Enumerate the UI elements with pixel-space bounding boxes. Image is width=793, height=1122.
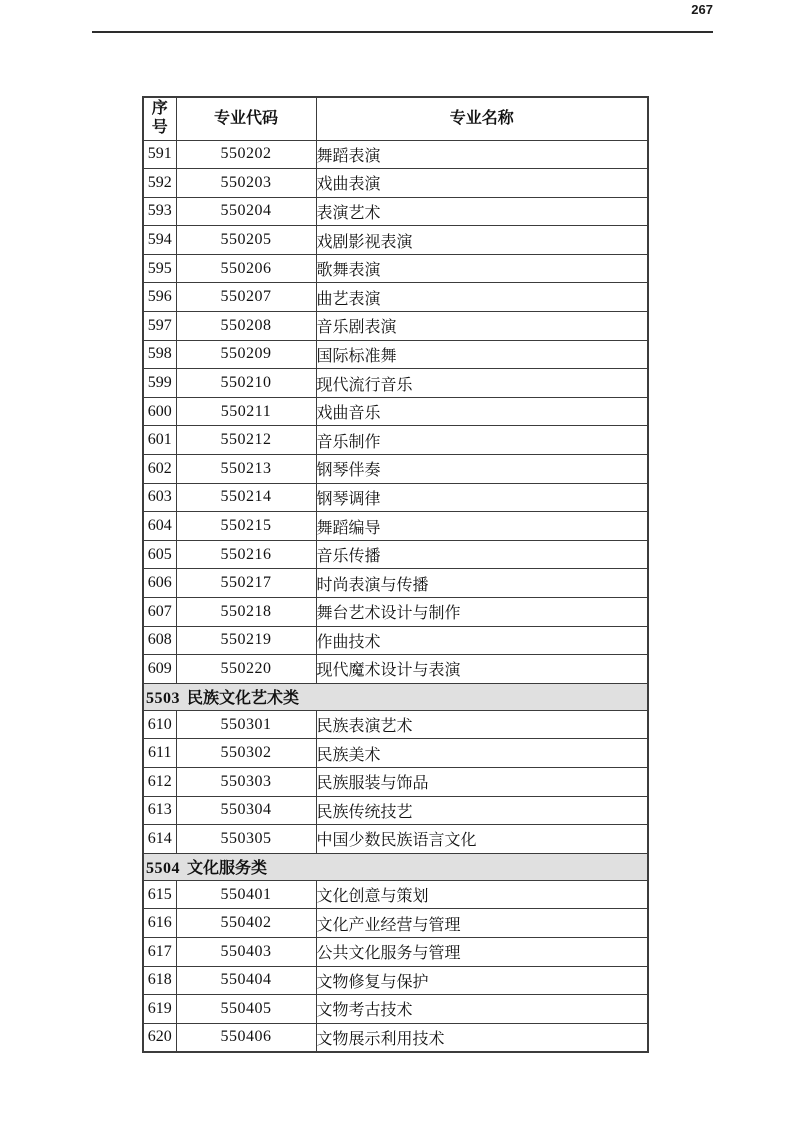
table-row (143, 455, 648, 484)
row-no-cell: 606 (143, 569, 176, 598)
row-name-cell: 现代流行音乐 (316, 369, 648, 398)
row-code-cell: 550202 (176, 140, 316, 169)
row-code-cell: 550208 (176, 312, 316, 341)
row-no-cell: 591 (143, 140, 176, 169)
row-code-cell: 550211 (176, 397, 316, 426)
row-name-cell: 公共文化服务与管理 (316, 937, 648, 966)
table-row (143, 626, 648, 655)
row-code-cell: 550205 (176, 226, 316, 255)
row-no-cell: 611 (143, 739, 176, 768)
row-no-cell: 609 (143, 655, 176, 684)
row-code-cell: 550216 (176, 540, 316, 569)
section-name: 文化服务类 (187, 860, 268, 878)
row-name-cell: 音乐制作 (316, 426, 648, 455)
table-row (143, 340, 648, 369)
row-name-cell: 民族传统技艺 (316, 796, 648, 825)
col-header-name: 专业名称 (316, 97, 648, 140)
table-row (143, 655, 648, 684)
table-row (143, 254, 648, 283)
row-no-cell: 607 (143, 598, 176, 627)
table-row (143, 483, 648, 512)
row-code-cell: 550213 (176, 455, 316, 484)
row-no-cell: 595 (143, 254, 176, 283)
row-code-cell: 550406 (176, 1023, 316, 1052)
table-row (143, 226, 648, 255)
table-row (143, 880, 648, 909)
row-name-cell: 现代魔术设计与表演 (316, 655, 648, 684)
row-name-cell: 民族美术 (316, 739, 648, 768)
table-row (143, 426, 648, 455)
table-header-row (143, 97, 648, 140)
row-name-cell: 中国少数民族语言文化 (316, 825, 648, 854)
row-code-cell: 550219 (176, 626, 316, 655)
section-name: 民族文化艺术类 (187, 690, 300, 708)
row-code-cell: 550220 (176, 655, 316, 684)
row-no-cell: 593 (143, 197, 176, 226)
section-row (143, 853, 648, 880)
table-row (143, 598, 648, 627)
row-code-cell: 550214 (176, 483, 316, 512)
row-no-cell: 597 (143, 312, 176, 341)
row-code-cell: 550204 (176, 197, 316, 226)
row-no-cell: 613 (143, 796, 176, 825)
row-name-cell: 表演艺术 (316, 197, 648, 226)
row-name-cell: 舞台艺术设计与制作 (316, 598, 648, 627)
row-name-cell: 戏剧影视表演 (316, 226, 648, 255)
section-header-cell (143, 853, 648, 880)
table-row (143, 512, 648, 541)
row-code-cell: 550303 (176, 767, 316, 796)
majors-table (142, 96, 649, 1053)
row-name-cell: 音乐剧表演 (316, 312, 648, 341)
row-name-cell: 民族表演艺术 (316, 710, 648, 739)
row-code-cell: 550302 (176, 739, 316, 768)
table-row (143, 197, 648, 226)
table-row (143, 995, 648, 1024)
row-name-cell: 钢琴伴奏 (316, 455, 648, 484)
row-code-cell: 550402 (176, 909, 316, 938)
row-name-cell: 文物展示利用技术 (316, 1023, 648, 1052)
row-no-cell: 610 (143, 710, 176, 739)
row-no-cell: 619 (143, 995, 176, 1024)
row-name-cell: 戏曲音乐 (316, 397, 648, 426)
row-code-cell: 550207 (176, 283, 316, 312)
row-code-cell: 550404 (176, 966, 316, 995)
section-header-cell (143, 683, 648, 710)
table-row (143, 710, 648, 739)
row-code-cell: 550403 (176, 937, 316, 966)
col-header-code: 专业代码 (176, 97, 316, 140)
row-no-cell: 599 (143, 369, 176, 398)
row-code-cell: 550218 (176, 598, 316, 627)
row-name-cell: 文物修复与保护 (316, 966, 648, 995)
row-no-cell: 617 (143, 937, 176, 966)
majors-table-container (142, 96, 649, 1053)
row-no-cell: 604 (143, 512, 176, 541)
row-no-cell: 603 (143, 483, 176, 512)
table-row (143, 825, 648, 854)
row-code-cell: 550210 (176, 369, 316, 398)
table-row (143, 569, 648, 598)
page-number: 267 (691, 2, 713, 17)
row-code-cell: 550401 (176, 880, 316, 909)
col-header-no: 序号 (143, 97, 176, 140)
table-row (143, 283, 648, 312)
row-name-cell: 国际标准舞 (316, 340, 648, 369)
row-name-cell: 文化产业经营与管理 (316, 909, 648, 938)
row-name-cell: 时尚表演与传播 (316, 569, 648, 598)
row-code-cell: 550215 (176, 512, 316, 541)
table-row (143, 937, 648, 966)
table-row (143, 169, 648, 198)
row-code-cell: 550209 (176, 340, 316, 369)
row-no-cell: 605 (143, 540, 176, 569)
row-name-cell: 戏曲表演 (316, 169, 648, 198)
row-no-cell: 618 (143, 966, 176, 995)
header-rule (92, 31, 713, 33)
table-row (143, 767, 648, 796)
row-name-cell: 舞蹈表演 (316, 140, 648, 169)
row-no-cell: 615 (143, 880, 176, 909)
row-no-cell: 616 (143, 909, 176, 938)
table-row (143, 140, 648, 169)
row-code-cell: 550301 (176, 710, 316, 739)
row-name-cell: 钢琴调律 (316, 483, 648, 512)
row-code-cell: 550203 (176, 169, 316, 198)
row-name-cell: 曲艺表演 (316, 283, 648, 312)
row-no-cell: 600 (143, 397, 176, 426)
section-code: 5503 (146, 690, 180, 708)
row-no-cell: 608 (143, 626, 176, 655)
row-no-cell: 612 (143, 767, 176, 796)
row-no-cell: 602 (143, 455, 176, 484)
row-name-cell: 舞蹈编导 (316, 512, 648, 541)
table-row (143, 540, 648, 569)
row-no-cell: 598 (143, 340, 176, 369)
row-no-cell: 596 (143, 283, 176, 312)
row-no-cell: 620 (143, 1023, 176, 1052)
table-row (143, 312, 648, 341)
table-row (143, 796, 648, 825)
table-row (143, 909, 648, 938)
row-no-cell: 592 (143, 169, 176, 198)
row-code-cell: 550212 (176, 426, 316, 455)
row-name-cell: 作曲技术 (316, 626, 648, 655)
row-name-cell: 文物考古技术 (316, 995, 648, 1024)
table-row (143, 966, 648, 995)
table-row (143, 1023, 648, 1052)
row-code-cell: 550305 (176, 825, 316, 854)
row-no-cell: 614 (143, 825, 176, 854)
section-row (143, 683, 648, 710)
row-name-cell: 音乐传播 (316, 540, 648, 569)
row-no-cell: 594 (143, 226, 176, 255)
row-name-cell: 民族服装与饰品 (316, 767, 648, 796)
table-row (143, 397, 648, 426)
row-code-cell: 550304 (176, 796, 316, 825)
table-row (143, 739, 648, 768)
table-row (143, 369, 648, 398)
row-code-cell: 550217 (176, 569, 316, 598)
row-name-cell: 歌舞表演 (316, 254, 648, 283)
section-code: 5504 (146, 860, 180, 878)
row-name-cell: 文化创意与策划 (316, 880, 648, 909)
row-code-cell: 550206 (176, 254, 316, 283)
row-code-cell: 550405 (176, 995, 316, 1024)
row-no-cell: 601 (143, 426, 176, 455)
